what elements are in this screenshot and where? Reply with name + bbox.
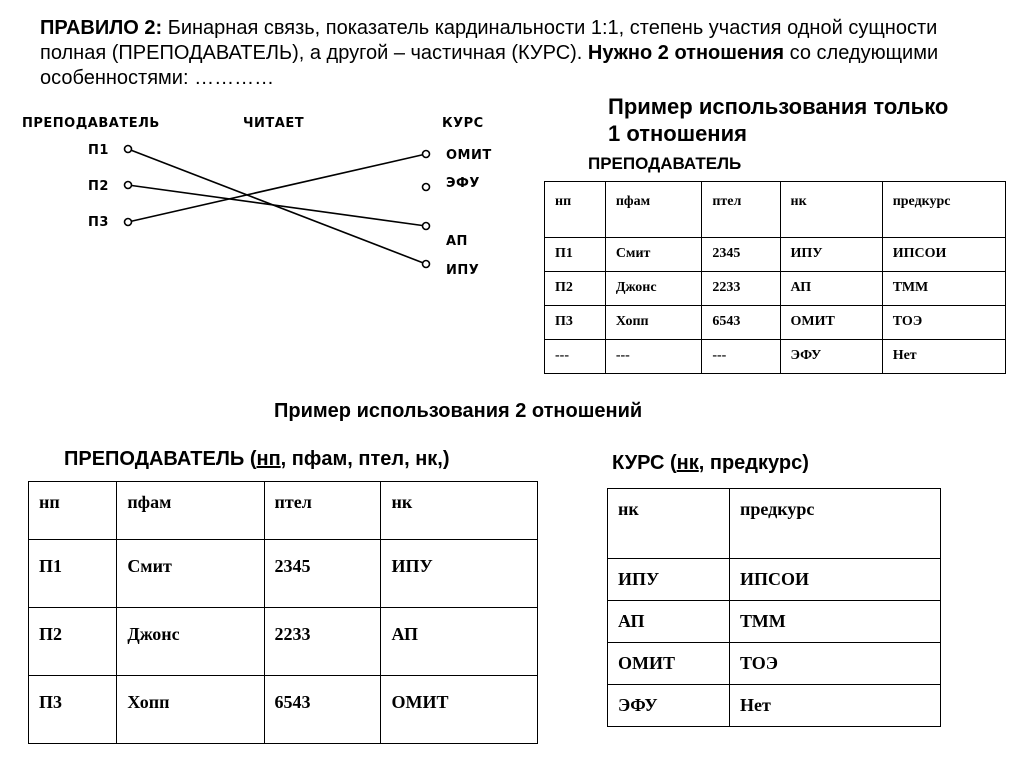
table-cell: ИПСОИ (730, 559, 941, 601)
rule-statement (40, 16, 980, 91)
node-p1 (125, 146, 132, 153)
one-relation-heading-line-2: 1 отношения (608, 121, 747, 146)
table-row (608, 643, 941, 685)
kurs-title-key: нк (676, 452, 699, 474)
prep-title-key: нп (256, 448, 281, 470)
table-cell: ОМИТ (381, 676, 538, 744)
header-cell: нк (381, 482, 538, 540)
table-cell: ИПСОИ (882, 238, 1005, 272)
table-cell: Смит (605, 238, 702, 272)
table-row (608, 601, 941, 643)
table-row (29, 540, 538, 608)
rule-text-2: со следующими особенностями: ………… (40, 42, 939, 89)
node-efu (423, 184, 430, 191)
table-cell: П1 (545, 238, 606, 272)
header-cell: нк (608, 489, 730, 559)
header-cell: нп (545, 182, 606, 238)
table-cell: Смит (117, 540, 264, 608)
two-relations-heading: Пример использования 2 отношений (274, 400, 643, 422)
diagram-right-item: ИПУ (446, 263, 480, 278)
header-cell: предкурс (730, 489, 941, 559)
table-cell: 2345 (264, 540, 381, 608)
table-cell: Хопп (605, 306, 702, 340)
diagram-relation-label: ЧИТАЕТ (243, 116, 305, 131)
table-row (29, 608, 538, 676)
table-cell: --- (545, 340, 606, 374)
table-cell: 2233 (264, 608, 381, 676)
table-cell: Джонс (117, 608, 264, 676)
rule-text-1: Бинарная связь, показатель кардинальности 1:1, степень участия одной сущности полная (ПРЕПОДАВАТЕЛЬ), а другой – частичная (КУРС). (40, 17, 938, 64)
link-p2-ap (128, 185, 426, 226)
diagram-left-title: ПРЕПОДАВАТЕЛЬ (22, 116, 160, 131)
kurs-table (607, 488, 941, 727)
prep-table-title (64, 448, 450, 471)
table-cell: ИПУ (608, 559, 730, 601)
table-row (608, 685, 941, 727)
table-cell: Нет (882, 340, 1005, 374)
table-cell: ТОЭ (730, 643, 941, 685)
table-row (29, 676, 538, 744)
table-cell: П2 (545, 272, 606, 306)
prep-title-rest: , пфам, птел, нк,) (280, 448, 450, 470)
table-cell: ТММ (730, 601, 941, 643)
header-cell: нп (29, 482, 117, 540)
table-cell: Нет (730, 685, 941, 727)
table-cell: П1 (29, 540, 117, 608)
table-cell: ОМИТ (780, 306, 882, 340)
prep-title-name: ПРЕПОДАВАТЕЛЬ ( (64, 448, 257, 470)
table-cell: Джонс (605, 272, 702, 306)
table-cell: --- (605, 340, 702, 374)
one-relation-heading (608, 93, 948, 147)
header-cell: пфам (117, 482, 264, 540)
table-cell: П2 (29, 608, 117, 676)
table-cell: ТОЭ (882, 306, 1005, 340)
header-cell: птел (264, 482, 381, 540)
table-cell: П3 (29, 676, 117, 744)
table-cell: 2345 (702, 238, 780, 272)
node-p2 (125, 182, 132, 189)
prep-table (28, 481, 538, 744)
table-header-row (29, 482, 538, 540)
relationship-diagram (0, 100, 520, 300)
header-cell: предкурс (882, 182, 1005, 238)
diagram-right-item: ЭФУ (446, 176, 480, 191)
node-ipu (423, 261, 430, 268)
diagram-right-item: АП (446, 234, 468, 249)
diagram-left-item: П1 (88, 143, 109, 158)
table-cell: 6543 (702, 306, 780, 340)
table-cell: ТММ (882, 272, 1005, 306)
diagram-left-item: П3 (88, 215, 109, 230)
node-omit (423, 151, 430, 158)
table-cell: П3 (545, 306, 606, 340)
rule-title: ПРАВИЛО 2: (40, 17, 163, 39)
table-row (545, 340, 1006, 374)
header-cell: птел (702, 182, 780, 238)
table-row (545, 306, 1006, 340)
diagram-right-item: ОМИТ (446, 148, 492, 163)
table-cell: АП (780, 272, 882, 306)
table-cell: АП (608, 601, 730, 643)
rule-bold-2: Нужно 2 отношения (587, 42, 785, 64)
table-cell: --- (702, 340, 780, 374)
table-header-row (608, 489, 941, 559)
link-p3-omit (128, 154, 426, 222)
kurs-title-rest: , предкурс) (698, 452, 809, 474)
table-cell: 2233 (702, 272, 780, 306)
kurs-title-name: КУРС ( (612, 452, 677, 474)
table-cell: 6543 (264, 676, 381, 744)
table-cell: ОМИТ (608, 643, 730, 685)
link-p1-ipu (128, 149, 426, 264)
table-cell: ИПУ (780, 238, 882, 272)
one-relation-heading-line-1: Пример использования только (608, 94, 949, 119)
kurs-table-title (612, 452, 809, 475)
diagram-right-title: КУРС (442, 116, 484, 131)
table-cell: ЭФУ (780, 340, 882, 374)
table-row (545, 238, 1006, 272)
node-ap (423, 223, 430, 230)
table-header-row (545, 182, 1006, 238)
header-cell: нк (780, 182, 882, 238)
node-p3 (125, 219, 132, 226)
table-cell: ИПУ (381, 540, 538, 608)
table-row (608, 559, 941, 601)
header-cell: пфам (605, 182, 702, 238)
one-relation-table-title: ПРЕПОДАВАТЕЛЬ (588, 154, 742, 173)
one-relation-table (544, 181, 1006, 374)
table-row (545, 272, 1006, 306)
diagram-left-item: П2 (88, 179, 109, 194)
table-cell: Хопп (117, 676, 264, 744)
table-cell: ЭФУ (608, 685, 730, 727)
table-cell: АП (381, 608, 538, 676)
